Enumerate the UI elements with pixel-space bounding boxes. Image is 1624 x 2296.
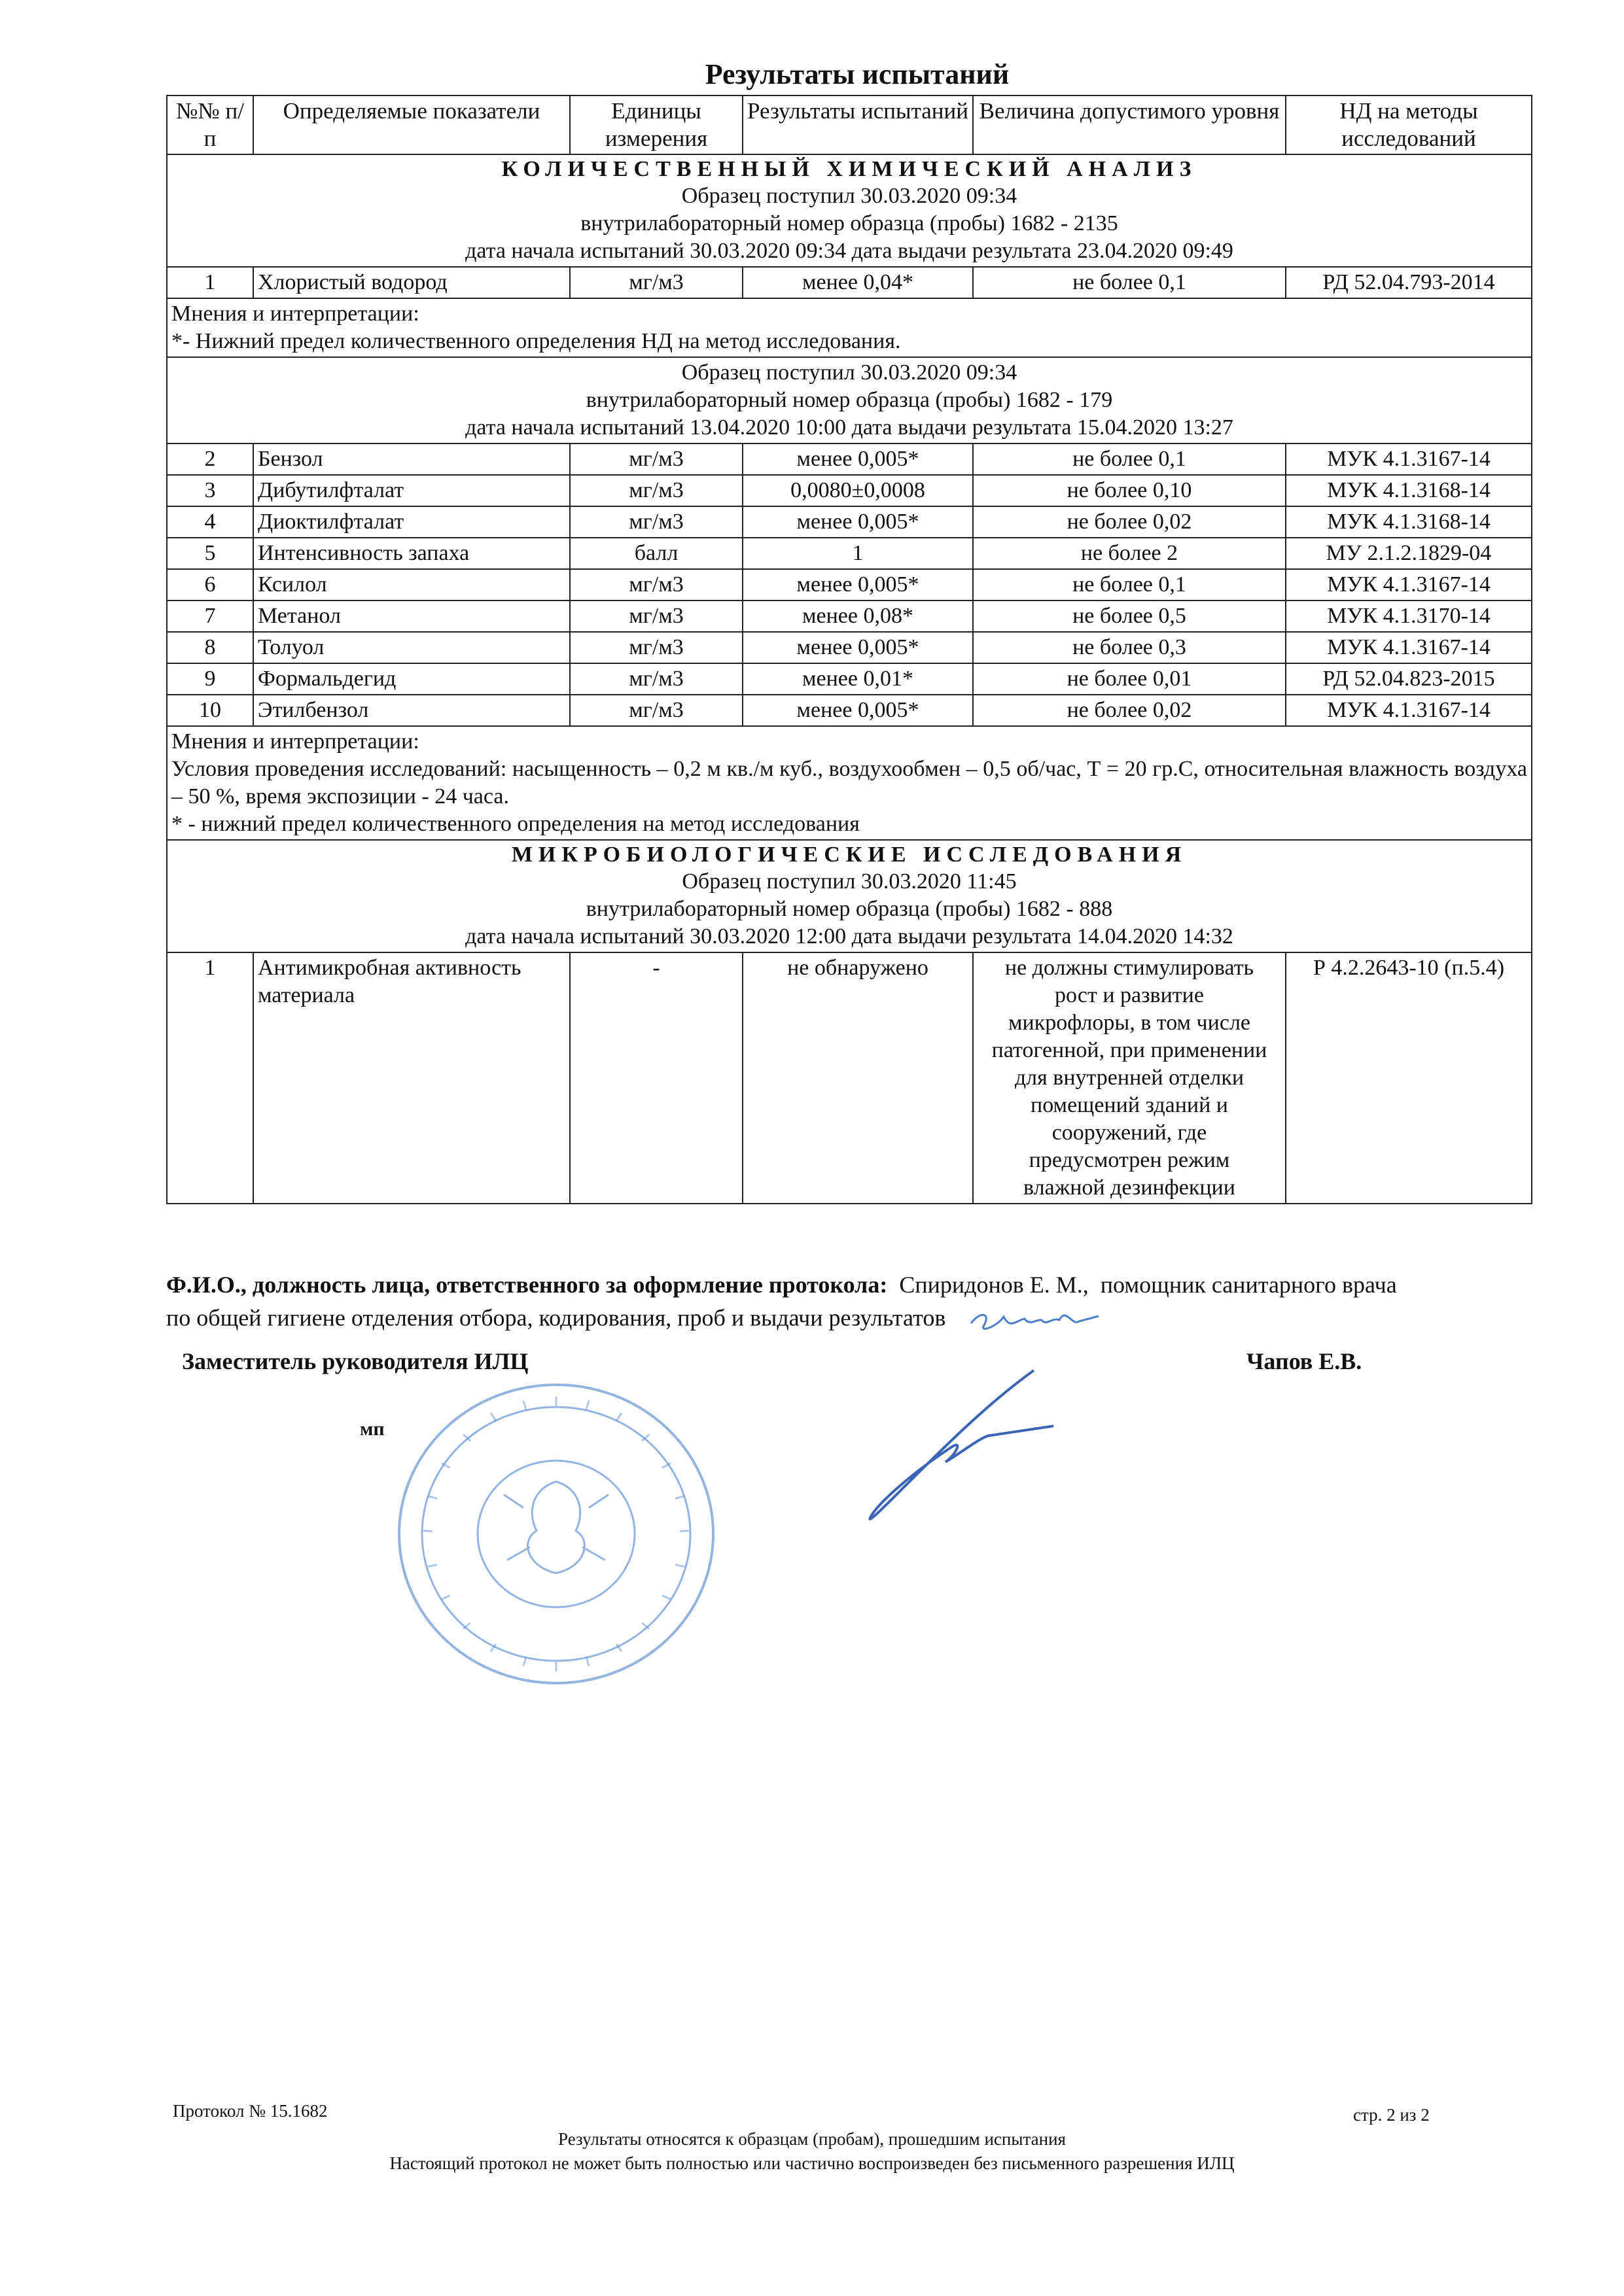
table-row xyxy=(167,475,1532,506)
row-indicator: Метанол xyxy=(253,600,570,632)
row-unit: мг/м3 xyxy=(570,267,743,298)
row-result: 1 xyxy=(743,538,973,569)
row-unit: мг/м3 xyxy=(570,569,743,600)
col-number: №№ п/п xyxy=(167,96,253,154)
row-limit-line: помещений зданий и xyxy=(1031,1093,1228,1117)
notes-row xyxy=(167,726,1532,840)
row-method: РД 52.04.793-2014 xyxy=(1286,267,1532,298)
row-indicator: Диоктилфталат xyxy=(253,506,570,538)
row-limit-line: для внутренней отделки xyxy=(1014,1066,1244,1090)
footer-disclaimer-1: Результаты относятся к образцам (пробам), прошедшим испытания xyxy=(558,2129,1066,2149)
sample-received: Образец поступил 30.03.2020 11:45 xyxy=(682,869,1017,894)
row-method: МУК 4.1.3167-14 xyxy=(1286,569,1532,600)
sample-received: Образец поступил 30.03.2020 09:34 xyxy=(681,184,1017,208)
row-method: МУК 4.1.3168-14 xyxy=(1286,475,1532,506)
stamp-label: мп xyxy=(360,1418,385,1440)
responsible-signature xyxy=(964,1300,1108,1340)
row-indicator: Интенсивность запаха xyxy=(253,538,570,569)
sample-dates: дата начала испытаний 30.03.2020 12:00 дата выдачи результата 14.04.2020 14:32 xyxy=(465,924,1233,948)
row-limit: не более 0,02 xyxy=(973,695,1286,726)
row-method: МУК 4.1.3167-14 xyxy=(1286,695,1532,726)
responsible-name: Спиридонов Е. М., xyxy=(899,1272,1089,1298)
row-number: 1 xyxy=(167,267,253,298)
row-unit: мг/м3 xyxy=(570,444,743,475)
row-method: РД 52.04.823-2015 xyxy=(1286,663,1532,695)
row-indicator: Дибутилфталат xyxy=(253,475,570,506)
row-number: 2 xyxy=(167,444,253,475)
row-indicator: Ксилол xyxy=(253,569,570,600)
micro-section-title: МИКРОБИОЛОГИЧЕСКИЕ ИССЛЕДОВАНИЯ xyxy=(511,843,1188,867)
deputy-name: Чапов Е.В. xyxy=(1246,1348,1362,1374)
row-method: МУК 4.1.3168-14 xyxy=(1286,506,1532,538)
header-row xyxy=(167,96,1532,154)
row-limit-line: не должны стимулировать xyxy=(1004,956,1254,980)
notes-label: Мнения и интерпретации: xyxy=(171,302,419,326)
row-unit: мг/м3 xyxy=(570,506,743,538)
responsible-position-b: по общей гигиене отделения отбора, кодирования, проб и выдачи результатов xyxy=(166,1304,946,1331)
row-number: 10 xyxy=(167,695,253,726)
row-number: 8 xyxy=(167,632,253,663)
sample-lab-number: внутрилабораторный номер образца (пробы) 1682 - 179 xyxy=(586,388,1113,412)
row-limit-line: сооружений, где xyxy=(1051,1121,1207,1145)
row-result: менее 0,08* xyxy=(743,600,973,632)
row-limit-line: микрофлоры, в том числе xyxy=(1008,1011,1250,1035)
row-unit: мг/м3 xyxy=(570,663,743,695)
row-result: менее 0,005* xyxy=(743,506,973,538)
row-method: МУК 4.1.3167-14 xyxy=(1286,632,1532,663)
row-limit: не более 0,1 xyxy=(973,444,1286,475)
row-limit: не более 0,01 xyxy=(973,663,1286,695)
col-result: Результаты испытаний xyxy=(743,96,973,154)
row-limit: не более 2 xyxy=(973,538,1286,569)
responsible-label: Ф.И.О., должность лица, ответственного за оформление протокола: xyxy=(166,1272,888,1298)
row-indicator xyxy=(253,952,570,1204)
row-number: 9 xyxy=(167,663,253,695)
table-row xyxy=(167,952,1532,1204)
notes-label: Мнения и интерпретации: xyxy=(171,729,419,754)
table-row xyxy=(167,538,1532,569)
row-number: 7 xyxy=(167,600,253,632)
row-indicator: Бензол xyxy=(253,444,570,475)
row-indicator: Толуол xyxy=(253,632,570,663)
row-number: 5 xyxy=(167,538,253,569)
sample-dates: дата начала испытаний 13.04.2020 10:00 дата выдачи результата 15.04.2020 13:27 xyxy=(465,415,1233,440)
row-limit-line: предусмотрен режим xyxy=(1029,1148,1230,1172)
col-indicator: Определяемые показатели xyxy=(253,96,570,154)
row-limit: не более 0,3 xyxy=(973,632,1286,663)
row-method: МУК 4.1.3170-14 xyxy=(1286,600,1532,632)
row-unit: - xyxy=(570,952,743,1204)
table-row xyxy=(167,506,1532,538)
sample2-header xyxy=(167,357,1532,444)
responsible-position-a: помощник санитарного врача xyxy=(1100,1272,1397,1298)
test-conditions: Условия проведения исследований: насыщенность – 0,2 м кв./м куб., воздухообмен – 0,5 об/час, Т = 20 гр.С, относительная влажность воздуха – 50 %, время экспозиции - 24 часа. xyxy=(171,757,1527,809)
row-limit: не более 0,5 xyxy=(973,600,1286,632)
col-method: НД на методы исследований xyxy=(1286,96,1532,154)
table-row xyxy=(167,267,1532,298)
row-method: МУ 2.1.2.1829-04 xyxy=(1286,538,1532,569)
table-row xyxy=(167,695,1532,726)
row-limit: не более 0,10 xyxy=(973,475,1286,506)
row-limit-line: влажной дезинфекции xyxy=(1023,1175,1235,1200)
row-limit xyxy=(973,952,1286,1204)
row-unit: мг/м3 xyxy=(570,600,743,632)
row-indicator: Хлористый водород xyxy=(253,267,570,298)
row-result: менее 0,005* xyxy=(743,632,973,663)
row-result: не обнаружено xyxy=(743,952,973,1204)
row-method: МУК 4.1.3167-14 xyxy=(1286,444,1532,475)
row-number: 6 xyxy=(167,569,253,600)
results-table xyxy=(166,95,1532,1204)
notes-row xyxy=(167,298,1532,357)
row-indicator: Этилбензол xyxy=(253,695,570,726)
table-row xyxy=(167,663,1532,695)
sample-lab-number: внутрилабораторный номер образца (пробы) 1682 - 888 xyxy=(586,897,1113,921)
sample-dates: дата начала испытаний 30.03.2020 09:34 дата выдачи результата 23.04.2020 09:49 xyxy=(465,239,1233,263)
row-result: 0,0080±0,0008 xyxy=(743,475,973,506)
col-limit: Величина допустимого уровня xyxy=(973,96,1286,154)
sample-received: Образец поступил 30.03.2020 09:34 xyxy=(681,360,1017,385)
row-result: менее 0,005* xyxy=(743,569,973,600)
row-number: 3 xyxy=(167,475,253,506)
official-seal xyxy=(393,1377,720,1691)
row-limit-line: рост и развитие xyxy=(1055,983,1204,1007)
row-result: менее 0,01* xyxy=(743,663,973,695)
footer-disclaimer-2: Настоящий протокол не может быть полностью или частично воспроизведен без письменного разрешения ИЛЦ xyxy=(389,2153,1235,2173)
micro-section-header xyxy=(167,840,1532,952)
table-row xyxy=(167,444,1532,475)
row-method: Р 4.2.2643-10 (п.5.4) xyxy=(1286,952,1532,1204)
row-limit: не более 0,1 xyxy=(973,569,1286,600)
table-row xyxy=(167,600,1532,632)
notes-text: *- Нижний предел количественного определения НД на метод исследования. xyxy=(171,329,901,353)
col-unit: Единицы измерения xyxy=(570,96,743,154)
deputy-label: Заместитель руководителя ИЛЦ xyxy=(182,1348,529,1374)
row-unit: мг/м3 xyxy=(570,632,743,663)
row-number: 4 xyxy=(167,506,253,538)
row-indicator-line: материала xyxy=(258,983,355,1007)
table-row xyxy=(167,569,1532,600)
row-limit: не более 0,1 xyxy=(973,267,1286,298)
chemical-section-header xyxy=(167,154,1532,267)
table-row xyxy=(167,632,1532,663)
row-limit: не более 0,02 xyxy=(973,506,1286,538)
notes-footnote: * - нижний предел количественного определения на метод исследования xyxy=(171,812,860,836)
row-unit: мг/м3 xyxy=(570,475,743,506)
document-title: Результаты испытаний xyxy=(705,58,1010,90)
row-unit: мг/м3 xyxy=(570,695,743,726)
row-result: менее 0,005* xyxy=(743,444,973,475)
row-number: 1 xyxy=(167,952,253,1204)
row-limit-line: патогенной, при применении xyxy=(991,1038,1267,1062)
row-unit: балл xyxy=(570,538,743,569)
footer-protocol: Протокол № 15.1682 xyxy=(173,2101,328,2121)
chemical-section-title: КОЛИЧЕСТВЕННЫЙ ХИМИЧЕСКИЙ АНАЛИЗ xyxy=(501,157,1197,181)
responsible-person xyxy=(166,1269,1540,1340)
footer-page-number: стр. 2 из 2 xyxy=(1353,2105,1430,2125)
row-indicator: Формальдегид xyxy=(253,663,570,695)
deputy-signature xyxy=(857,1364,1067,1534)
row-result: менее 0,005* xyxy=(743,695,973,726)
row-result: менее 0,04* xyxy=(743,267,973,298)
row-indicator-line: Антимикробная активность xyxy=(258,956,521,980)
sample-lab-number: внутрилабораторный номер образца (пробы) 1682 - 2135 xyxy=(580,211,1118,235)
